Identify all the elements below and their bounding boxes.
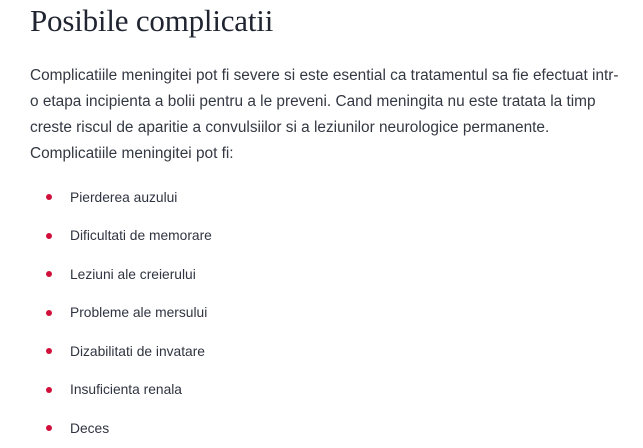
list-item-text: Dificultati de memorare: [70, 228, 212, 244]
bullet-icon: [46, 233, 52, 239]
list-item-text: Insuficienta renala: [70, 382, 182, 398]
bullet-icon: [46, 194, 52, 200]
list-item: [30, 332, 590, 371]
list-item: [30, 255, 590, 294]
bullet-icon: [46, 310, 52, 316]
list-item: [30, 294, 590, 333]
list-item-text: Leziuni ale creierului: [70, 266, 196, 282]
list-item-text: Dizabilitati de invatare: [70, 343, 205, 359]
bullet-icon: [46, 348, 52, 354]
list-item-text: Probleme ale mersului: [70, 305, 208, 321]
list-item-text: Deces: [70, 420, 110, 436]
page-title: Posibile complicatii: [30, 3, 274, 38]
list-item: [30, 178, 590, 217]
bullet-icon: [46, 425, 52, 431]
list-item-text: Pierderea auzului: [70, 189, 178, 205]
list-item: [30, 409, 590, 448]
bullet-icon: [46, 271, 52, 277]
bullet-icon: [46, 387, 52, 393]
complications-list: [30, 178, 590, 448]
list-item: [30, 371, 590, 410]
list-item: [30, 217, 590, 256]
intro-paragraph: Complicatiile meningitei pot fi severe si este esential ca tratamentul sa fie efectuat intr-o etapa incipienta a bolii pentru a le preveni. Cand meningita nu este tratata la timp creste riscul de aparitie a convulsiilor si a leziunilor neurologice permanente. Complicatiile meningitei pot fi:: [30, 67, 619, 162]
